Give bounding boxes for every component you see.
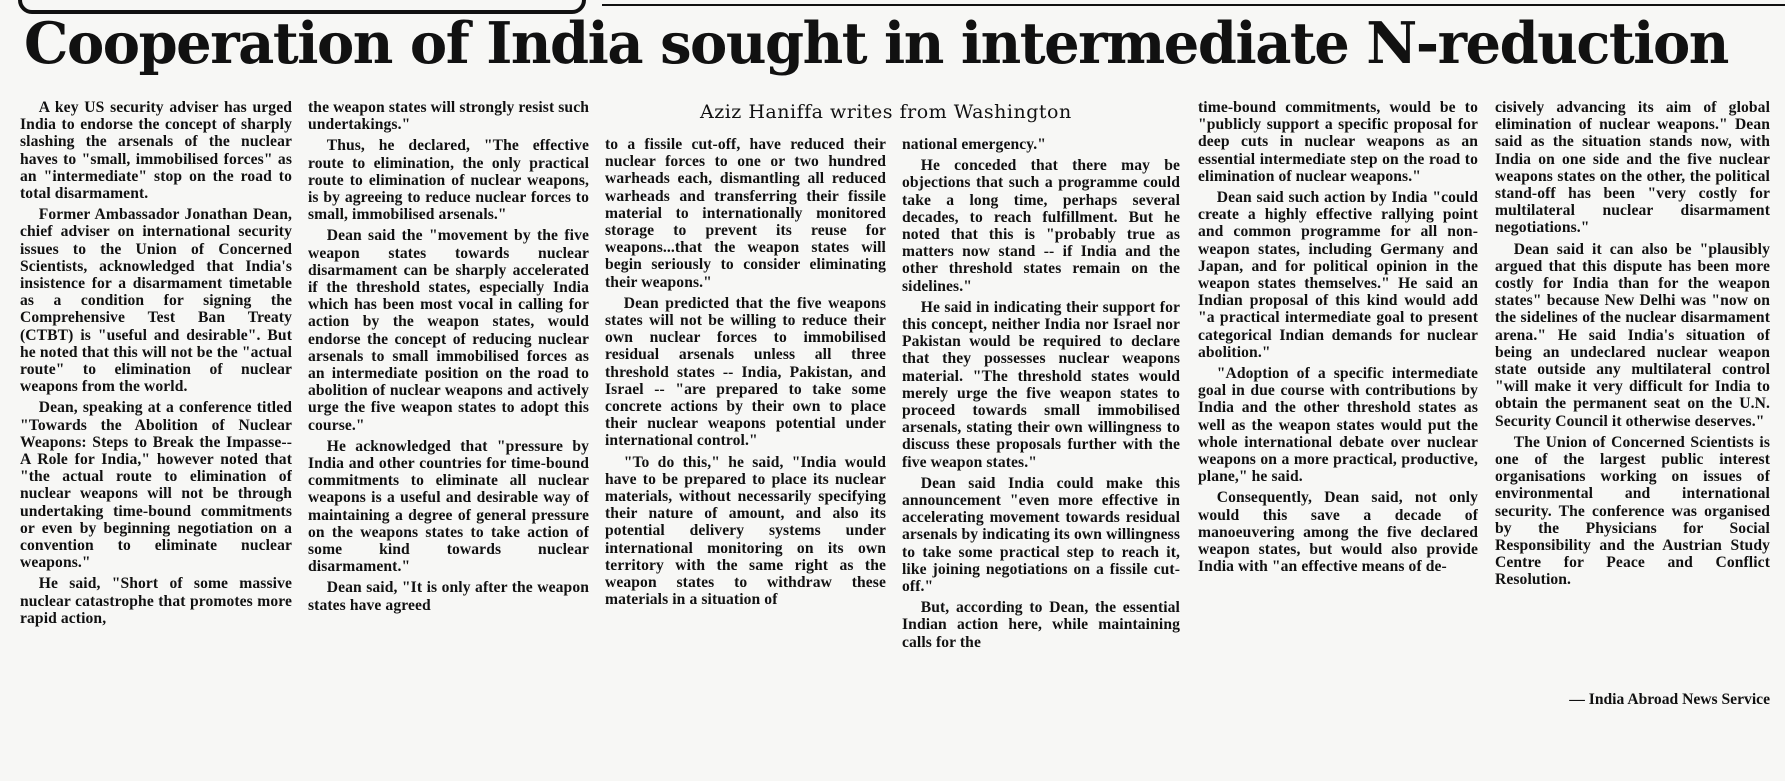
top-rule [602, 4, 1785, 6]
byline: Aziz Haniffa writes from Washington [700, 101, 1072, 123]
article-column-1 [20, 99, 292, 764]
article-column-4 [902, 136, 1180, 764]
paragraph: Dean said, "It is only after the weapon states have agreed [308, 579, 589, 614]
paragraph: to a fissile cut-off, have reduced their nuclear forces to one or two hundred warheads each, dismantling all reduced warheads and transferring their fissile material to internationally monitored storage to prevent its reuse for weapons...that the weapon states will begin seriously to consider eliminating their weapons." [605, 136, 886, 291]
paragraph: Former Ambassador Jonathan Dean, chief adviser on international security issues to the Union of Concerned Scientists, acknowledged that India's insistence for a disarmament timetable as a condition for signing the Comprehensive Test Ban Treaty (CTBT) is "useful and desirable". But he noted that this will not be the "actual route" to elimination of nuclear weapons from the world. [20, 206, 292, 396]
paragraph: time-bound commitments, would be to "publicly support a specific proposal for deep cuts in nuclear weapons as an essential intermediate step on the road to elimination of nuclear weapons." [1198, 99, 1478, 185]
article-column-6 [1495, 99, 1770, 689]
paragraph: Dean said such action by India "could create a highly effective rallying point and common programme for all non-weapon states, including Germany and Japan, and for political opinion in the weapon states themselves." He said an Indian proposal of this kind would add "a practical intermediate goal to present categorical Indian demands for nuclear abolition." [1198, 189, 1478, 361]
paragraph: Dean said it can also be "plausibly argued that this dispute has been more costly for India than for the weapon states" because New Delhi was "now on the sidelines of the nuclear disarmament arena." He said India's situation of being an undeclared nuclear weapon state outside any multilateral control "will make it very difficult for India to obtain the permanent seat on the U.N. Security Council it otherwise deserves." [1495, 240, 1770, 430]
article-column-3 [605, 136, 886, 764]
paragraph: He said in indicating their support for this concept, neither India nor Israel nor Pakistan would be required to declare that they possesses nuclear weapons material. "The threshold states would merely urge the five weapon states to proceed towards small immobilised arsenals, stating their own willingness to discuss these proposals further with the five weapon states." [902, 298, 1180, 471]
paragraph: Dean predicted that the five weapons states will not be willing to reduce their own nuclear forces to immobilised residual arsenals unless all three threshold states -- India, Pakistan, and Israel -- "are prepared to take some concrete actions by their own to place their nuclear weapons potential under international control." [605, 294, 886, 450]
news-service-credit: — India Abroad News Service [1569, 691, 1770, 708]
paragraph: national emergency." [902, 136, 1047, 153]
paragraph: A key US security adviser has urged India to endorse the concept of sharply slashing the arsenals of the nuclear haves to "small, immobilised forces" as an "intermediate" stop on the road to total disarmament. [20, 99, 292, 203]
headline: Cooperation of India sought in intermediate N-reduction [24, 10, 1728, 77]
paragraph: Dean said the "movement by the five weapon states towards nuclear disarmament can be sharply accelerated if the threshold states, especially India which has been most vocal in calling for action by the weapon states, would endorse the concept of reducing nuclear arsenals to small immobilised forces as an intermediate position on the road to abolition of nuclear weapons and actively urge the five weapon states to adopt this course." [308, 227, 589, 434]
paragraph: But, according to Dean, the essential Indian action here, while maintaining calls for the [902, 599, 1180, 651]
article-column-2 [308, 99, 589, 764]
paragraph: He said, "Short of some massive nuclear catastrophe that promotes more rapid action, [20, 575, 292, 627]
paragraph: Thus, he declared, "The effective route to elimination, the only practical route to elimination of nuclear weapons, is by agreeing to reduce nuclear forces to small, immobilised arsenals." [308, 137, 589, 224]
paragraph: Consequently, Dean said, not only would this save a decade of manoeuvering among the five declared weapon states, but would also provide India with "an effective means of de- [1198, 489, 1478, 576]
paragraph: cisively advancing its aim of global elimination of nuclear weapons." Dean said as the situation stands now, with India on one side and the five nuclear weapons states on the other, the political stand-off has been "very costly for multilateral nuclear disarmament negotiations." [1495, 99, 1770, 237]
paragraph: Dean said India could make this announcement "even more effective in accelerating movement towards residual arsenals by indicating its own willingness to take some practical step to reach it, like joining negotiations on a fissile cut-off." [902, 474, 1180, 596]
paragraph: He acknowledged that "pressure by India and other countries for time-bound commitments to eliminate all nuclear weapons is a useful and desirable way of maintaining a degree of general pressure on the weapons states to take action of some kind towards nuclear disarmament." [308, 437, 589, 576]
paragraph: "To do this," he said, "India would have to be prepared to place its nuclear materials, without necessarily specifying their nature of amount, and also its potential delivery systems under international monitoring on its own territory with the same right as the weapon states to withdraw these materials in a situation of [605, 453, 886, 609]
paragraph: Dean, speaking at a conference titled "Towards the Abolition of Nuclear Weapons: Steps to Break the Impasse--A Role for India," however noted that "the actual route to elimination of nuclear weapons will not be through undertaking time-bound commitments or even by beginning negotiation on a convention to eliminate nuclear weapons." [20, 399, 292, 572]
paragraph: He conceded that there may be objections that such a programme could take a long time, perhaps several decades, to reach fulfillment. But he noted that this is "probably true as matters now stand -- if India and the other threshold states remain on the sidelines." [902, 157, 1180, 295]
paragraph: The Union of Concerned Scientists is one of the largest public interest organisations working on issues of environmental and international security. The conference was organised by the Physicians for Social Responsibility and the Austrian Study Centre for Peace and Conflict Resolution. [1495, 433, 1770, 589]
article-column-5 [1198, 99, 1478, 764]
paragraph: "Adoption of a specific intermediate goal in due course with contributions by India and the other threshold states as well as the weapon states would put the whole international debate over nuclear weapons on a more practical, productive, plane," he said. [1198, 365, 1478, 486]
paragraph: the weapon states will strongly resist such undertakings." [308, 99, 589, 134]
